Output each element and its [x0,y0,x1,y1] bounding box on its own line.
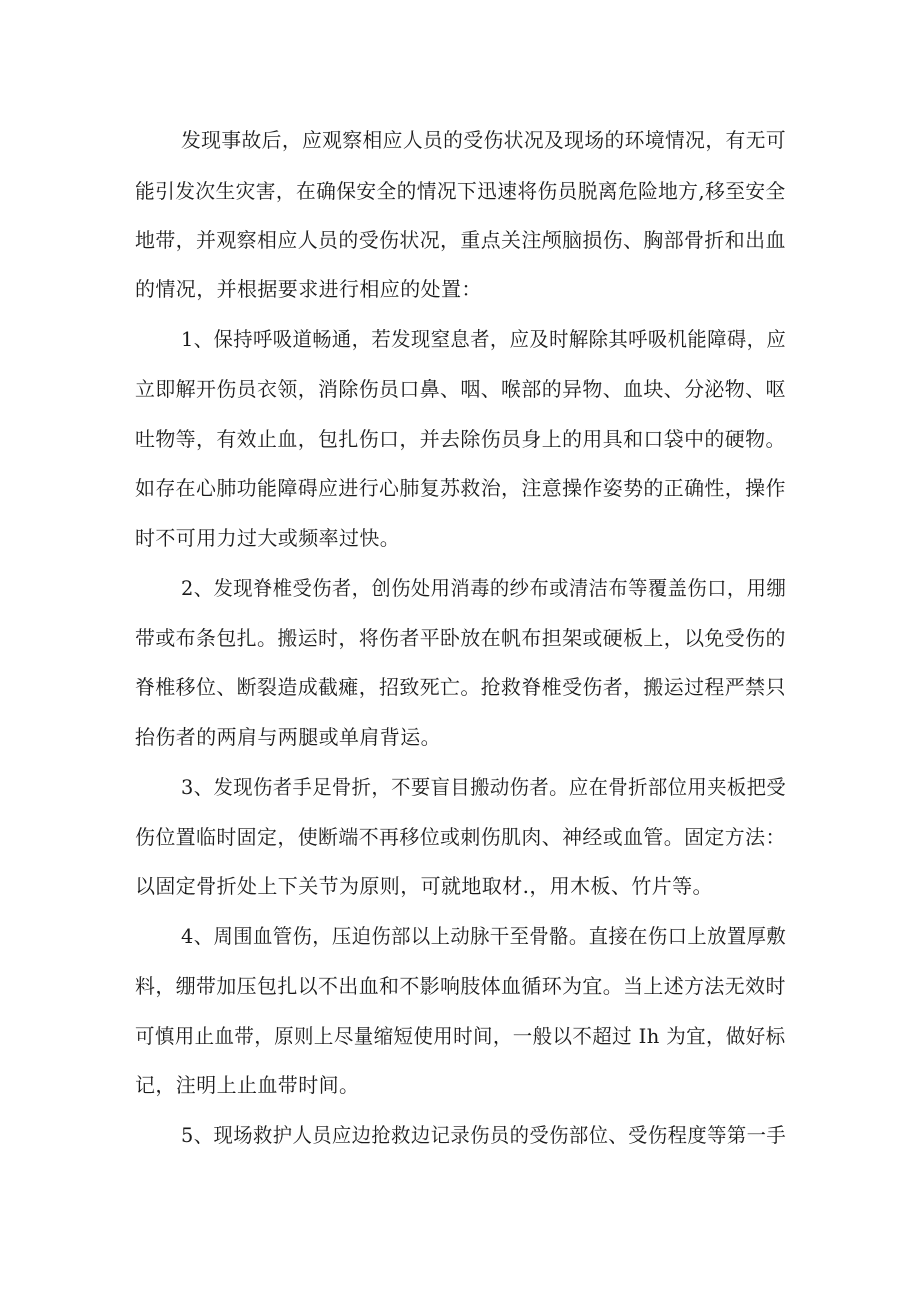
paragraph-1-line-3: 地带，并观察相应人员的受伤状况，重点关注颅脑损伤、胸部骨折和出血 [135,228,786,252]
paragraph-1-line-4: 的情况，并根据要求进行相应的处置： [135,277,482,301]
paragraph-1-line-2: 能引发次生灾害，在确保安全的情况下迅速将伤员脱离危险地方,移至安全 [135,179,786,203]
paragraph-3-line-4: 抬伤者的两肩与两腿或单肩背运。 [135,725,441,749]
paragraph-5-line-2: 料，绷带加压包扎以不出血和不影响肢体血循环为宜。当上述方法无效时 [135,974,786,998]
paragraph-2-line-1: 1、保持呼吸道畅通，若发现窒息者，应及时解除其呼吸机能障碍，应 [181,327,787,351]
paragraph-2-line-5: 时不可用力过大或频率过快。 [135,526,401,550]
paragraph-4-line-1: 3、发现伤者手足骨折，不要盲目搬动伤者。应在骨折部位用夹板把受 [181,775,787,799]
paragraph-5-line-4: 记，注明上止血带时间。 [135,1073,360,1097]
paragraph-4-line-2: 伤位置临时固定，使断端不再移位或刺伤肌肉、神经或血管。固定方法： [135,825,786,849]
paragraph-2-line-3: 吐物等，有效止血，包扎伤口，并去除伤员身上的用具和口袋中的硬物。 [135,427,786,451]
paragraph-2-line-4: 如存在心肺功能障碍应进行心肺复苏救治，注意操作姿势的正确性，操作 [135,476,786,500]
paragraph-5-line-1: 4、周围血管伤，压迫伤部以上动脉干至骨骼。直接在伤口上放置厚敷 [181,924,787,948]
paragraph-4-line-3: 以固定骨折处上下关节为原则，可就地取材.，用木板、竹片等。 [135,874,713,898]
paragraph-5-line-3: 可慎用止血带，原则上尽量缩短使用时间，一般以不超过 Ih 为宜，做好标 [135,1024,786,1048]
paragraph-3-line-3: 脊椎移位、断裂造成截瘫，招致死亡。抢救脊椎受伤者，搬运过程严禁只 [135,675,786,699]
paragraph-3-line-1: 2、发现脊椎受伤者，创伤处用消毒的纱布或清洁布等覆盖伤口，用绷 [181,576,787,600]
paragraph-1-line-1: 发现事故后，应观察相应人员的受伤状况及现场的环境情况，有无可 [181,128,787,152]
paragraph-6-line-1: 5、现场救护人员应边抢救边记录伤员的受伤部位、受伤程度等第一手 [181,1123,787,1147]
paragraph-3-line-2: 带或布条包扎。搬运时，将伤者平卧放在帆布担架或硬板上，以免受伤的 [135,626,786,650]
paragraph-2-line-2: 立即解开伤员衣领，消除伤员口鼻、咽、喉部的异物、血块、分泌物、呕 [135,377,786,401]
